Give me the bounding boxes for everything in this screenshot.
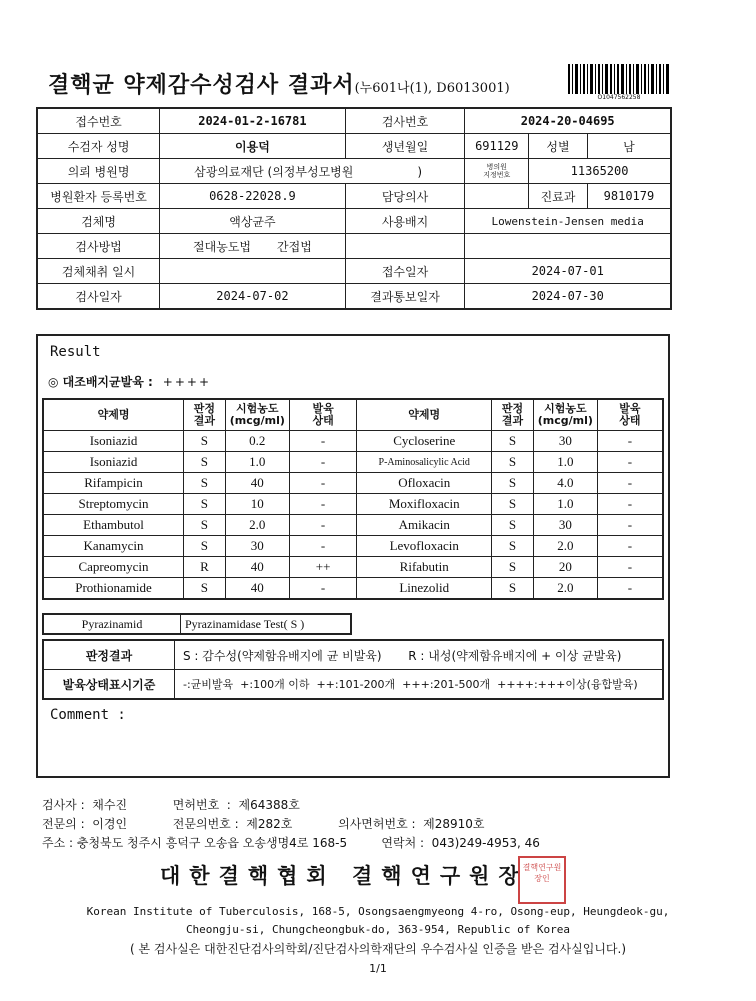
- concentration: 20: [533, 557, 597, 578]
- test-no-value: 2024-20-04695: [465, 108, 671, 134]
- barcode-number: O1047562258: [597, 94, 641, 101]
- receipt-no-label: 접수번호: [37, 108, 160, 134]
- specimen-label: 검체명: [37, 209, 160, 234]
- concentration: 2.0: [533, 578, 597, 600]
- concentration: 40: [225, 578, 289, 600]
- method-indirect: 간접법: [277, 239, 312, 254]
- method-empty-right: [465, 234, 671, 259]
- judgement: S: [492, 494, 534, 515]
- patient-info-table: [36, 107, 672, 310]
- growth-status: -: [597, 557, 663, 578]
- examiner-line: 검사자 : 채수진 면허번호 : 제64388호: [42, 798, 300, 812]
- drug-name: Isoniazid: [43, 452, 184, 473]
- patient-name-label: 수검자 성명: [37, 134, 160, 159]
- registration-no-label: 병원환자 등록번호: [37, 184, 160, 209]
- header-drug-name: 약제명: [357, 399, 492, 431]
- concentration: 1.0: [533, 452, 597, 473]
- info-row: [37, 284, 671, 310]
- growth-status: -: [289, 578, 357, 600]
- birthdate-value: 691129: [465, 134, 529, 159]
- receipt-date-label: 접수일자: [345, 259, 465, 284]
- header-growth: 발육 상태: [597, 399, 663, 431]
- legend-judgement-text: S : 감수성(약제함유배지에 균 비발육) R : 내성(약제함유배지에 + 이상 균발육): [175, 640, 664, 670]
- drug-name: Linezolid: [357, 578, 492, 600]
- drug-name: Ofloxacin: [357, 473, 492, 494]
- drug-name: Rifabutin: [357, 557, 492, 578]
- growth-status: -: [289, 473, 357, 494]
- receipt-no-value: 2024-01-2-16781: [160, 108, 346, 134]
- judgement: S: [184, 494, 226, 515]
- judgement: S: [492, 452, 534, 473]
- official-seal: 결핵연구원장인: [518, 856, 566, 904]
- medium-value: Lowenstein-Jensen media: [465, 209, 671, 234]
- growth-status: -: [597, 578, 663, 600]
- legend-row: [43, 640, 663, 670]
- judgement: S: [184, 431, 226, 452]
- concentration: 0.2: [225, 431, 289, 452]
- drug-name: Capreomycin: [43, 557, 184, 578]
- info-row: [37, 234, 671, 259]
- medium-label: 사용배지: [345, 209, 465, 234]
- growth-status: -: [597, 473, 663, 494]
- hospital-value: [160, 159, 465, 184]
- control-growth: [48, 373, 211, 390]
- info-row: [37, 134, 671, 159]
- header-drug-name: 약제명: [43, 399, 184, 431]
- doctor-label: 담당의사: [345, 184, 465, 209]
- legend-judgement-label: 판정결과: [43, 640, 175, 670]
- header-judgement: 판정 결과: [184, 399, 226, 431]
- hospital-name: 삼광의료재단 (의정부성모병원: [194, 164, 354, 179]
- report-date-label: 결과통보일자: [345, 284, 465, 310]
- sex-label: 성별: [529, 134, 588, 159]
- concentration: 40: [225, 473, 289, 494]
- pyrazinamide-label: Pyrazinamid: [43, 614, 181, 634]
- table-header-row: [43, 399, 663, 431]
- document-title: [48, 68, 510, 99]
- method-label: 검사방법: [37, 234, 160, 259]
- department-label: 진료과: [529, 184, 588, 209]
- concentration: 30: [533, 515, 597, 536]
- drug-row: [43, 431, 663, 452]
- concentration: 4.0: [533, 473, 597, 494]
- test-date-value: 2024-07-02: [160, 284, 346, 310]
- drug-name: Kanamycin: [43, 536, 184, 557]
- growth-status: -: [597, 431, 663, 452]
- judgement: S: [184, 536, 226, 557]
- barcode-icon: [568, 64, 670, 94]
- drug-row: [43, 473, 663, 494]
- growth-status: -: [289, 452, 357, 473]
- address-line: 주소 : 충청북도 청주시 흥덕구 오송읍 오송생명4로 168-5 연락처 : 043)249-4953, 46: [42, 836, 540, 850]
- title-codes: (누601나(1), D6013001): [354, 81, 510, 96]
- collection-date-label: 검체채취 일시: [37, 259, 160, 284]
- drug-name: Rifampicin: [43, 473, 184, 494]
- collection-date-value: [160, 259, 346, 284]
- method-value: [160, 234, 346, 259]
- judgement: S: [492, 515, 534, 536]
- test-no-label: 검사번호: [345, 108, 465, 134]
- doctor-value: [465, 184, 529, 209]
- concentration: 30: [225, 536, 289, 557]
- info-row: [37, 159, 671, 184]
- certification-note: ( 본 검사실은 대한진단검사의학회/진단검사의학재단의 우수검사실 인증을 받은 검사실입니다.): [129, 942, 626, 956]
- concentration: 1.0: [533, 494, 597, 515]
- specialist-line: 전문의 : 이경인 전문의번호 : 제282호 의사면허번호 : 제28910호: [42, 817, 485, 831]
- growth-status: ++: [289, 557, 357, 578]
- sex-value: 남: [587, 134, 671, 159]
- growth-status: -: [597, 494, 663, 515]
- concentration: 40: [225, 557, 289, 578]
- organization-name: 대한결핵협회 결핵연구원장: [160, 863, 528, 888]
- report-date-value: 2024-07-30: [465, 284, 671, 310]
- judgement: S: [492, 557, 534, 578]
- legend-growth-text: -:균비발육 +:100개 이하 ++:101-200개 +++:201-500개 ++++:+++이상(융합발육): [175, 670, 664, 700]
- judgement: S: [492, 578, 534, 600]
- judgement: S: [184, 452, 226, 473]
- drug-row: [43, 557, 663, 578]
- method-absolute: 절대농도법: [193, 239, 252, 254]
- drug-susceptibility-table: [42, 398, 664, 600]
- judgement: S: [184, 473, 226, 494]
- drug-name: Moxifloxacin: [357, 494, 492, 515]
- drug-name: Ethambutol: [43, 515, 184, 536]
- drug-row: [43, 452, 663, 473]
- drug-row: [43, 515, 663, 536]
- hospital-code-value: 11365200: [529, 159, 671, 184]
- growth-status: -: [597, 452, 663, 473]
- growth-status: -: [289, 515, 357, 536]
- info-row: [37, 209, 671, 234]
- drug-row: [43, 536, 663, 557]
- pyrazinamide-value: Pyrazinamidase Test( S ): [181, 614, 352, 634]
- drug-name: Amikacin: [357, 515, 492, 536]
- header-judgement: 판정 결과: [492, 399, 534, 431]
- header-growth: 발육 상태: [289, 399, 357, 431]
- growth-status: -: [289, 494, 357, 515]
- drug-name: Cycloserine: [357, 431, 492, 452]
- info-row: [37, 108, 671, 134]
- growth-status: -: [597, 515, 663, 536]
- page-number: 1/1: [369, 962, 387, 975]
- growth-status: -: [597, 536, 663, 557]
- control-growth-label: ◎ 대조배지균발육 :: [48, 375, 153, 389]
- registration-no-value: 0628-22028.9: [160, 184, 346, 209]
- drug-row: [43, 578, 663, 600]
- comment-label: Comment :: [50, 707, 126, 723]
- english-address-line-1: Korean Institute of Tuberculosis, 168-5, Osongsaengmyeong 4-ro, Osong-eup, Heungdeok-gu,: [86, 905, 670, 918]
- concentration: 2.0: [533, 536, 597, 557]
- judgement: R: [184, 557, 226, 578]
- hospital-label: 의뢰 병원명: [37, 159, 160, 184]
- growth-status: -: [289, 431, 357, 452]
- concentration: 10: [225, 494, 289, 515]
- hospital-close-paren: ): [417, 164, 423, 179]
- concentration: 2.0: [225, 515, 289, 536]
- info-row: [37, 184, 671, 209]
- judgement: S: [492, 431, 534, 452]
- legend-growth-label: 발육상태표시기준: [43, 670, 175, 700]
- drug-name: P-Aminosalicylic Acid: [357, 452, 492, 473]
- english-address-line-2: Cheongju-si, Chungcheongbuk-do, 363-954, Republic of Korea: [185, 923, 571, 936]
- test-date-label: 검사일자: [37, 284, 160, 310]
- header-concentration: 시험농도 (mcg/ml): [533, 399, 597, 431]
- judgement: S: [492, 536, 534, 557]
- control-growth-value: ++++: [162, 375, 211, 389]
- legend-table: [42, 639, 664, 700]
- info-row: [37, 259, 671, 284]
- legend-row: [43, 670, 663, 700]
- drug-name: Prothionamide: [43, 578, 184, 600]
- judgement: S: [492, 473, 534, 494]
- drug-row: [43, 494, 663, 515]
- result-title: Result: [50, 344, 101, 360]
- patient-name-value: 이용덕: [160, 134, 346, 159]
- department-value: 9810179: [587, 184, 671, 209]
- concentration: 1.0: [225, 452, 289, 473]
- hospital-code-label: 병의원 지정번호: [465, 159, 529, 184]
- drug-name: Streptomycin: [43, 494, 184, 515]
- pyrazinamide-table: [42, 613, 352, 635]
- specimen-value: 액상균주: [160, 209, 346, 234]
- pyrazinamide-row: [43, 614, 351, 634]
- growth-status: -: [289, 536, 357, 557]
- drug-name: Isoniazid: [43, 431, 184, 452]
- header-concentration: 시험농도 (mcg/ml): [225, 399, 289, 431]
- judgement: S: [184, 578, 226, 600]
- drug-name: Levofloxacin: [357, 536, 492, 557]
- judgement: S: [184, 515, 226, 536]
- title-text: 결핵균 약제감수성검사 결과서: [48, 72, 355, 98]
- method-empty: [345, 234, 465, 259]
- birthdate-label: 생년월일: [345, 134, 465, 159]
- receipt-date-value: 2024-07-01: [465, 259, 671, 284]
- concentration: 30: [533, 431, 597, 452]
